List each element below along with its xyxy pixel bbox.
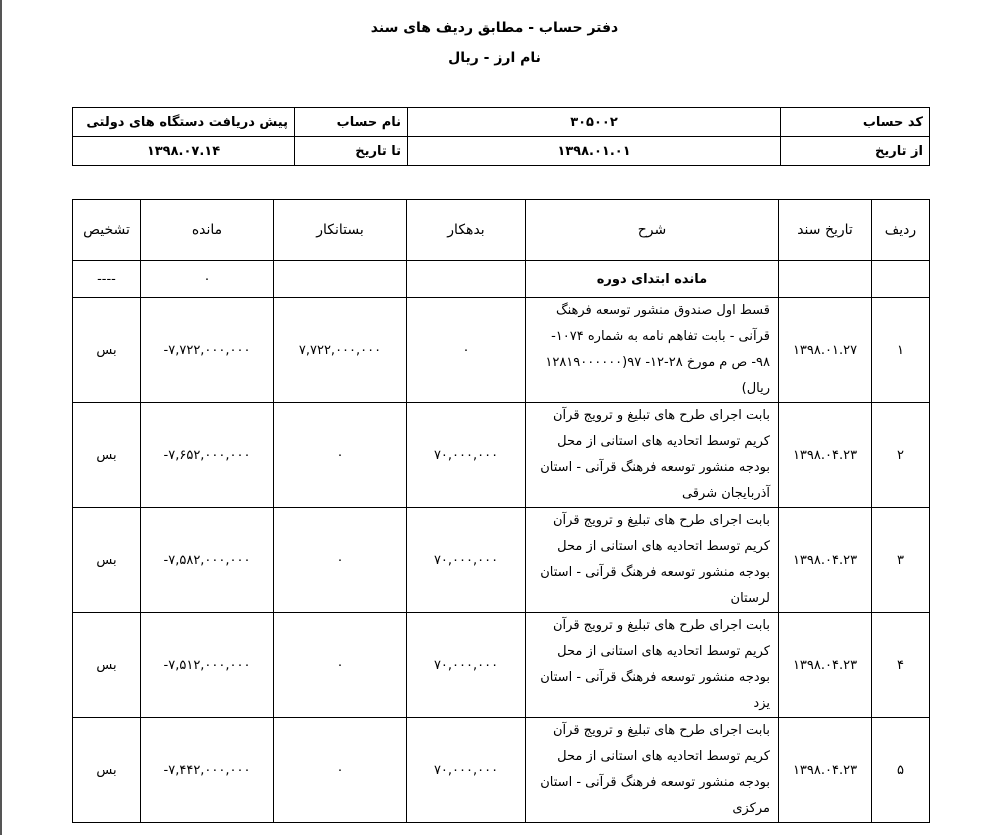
opening-balance: ۰	[141, 261, 274, 298]
row-description: بابت اجرای طرح های تبلیغ و ترویج قرآن کریم توسط اتحادیه های استانی از محل بودجه منشور توسعه فرهنگ قرآنی - استان لرستان	[526, 508, 779, 613]
account-code-value: ۳۰۵۰۰۲	[408, 108, 781, 137]
opening-row-cell	[872, 261, 930, 298]
account-info-table	[72, 107, 930, 166]
page-title: دفتر حساب - مطابق ردیف های سند	[370, 20, 619, 36]
account-name-value: پیش دریافت دستگاه های دولتی	[73, 108, 295, 137]
row-description: بابت اجرای طرح های تبلیغ و ترویج قرآن کریم توسط اتحادیه های استانی از محل بودجه منشور توسعه فرهنگ قرآنی - استان یزد	[526, 613, 779, 718]
row-balance: ۷,۵۱۲,۰۰۰,۰۰۰-	[141, 613, 274, 718]
col-desc-header: شرح	[526, 200, 779, 261]
to-date-label: تا تاریخ	[295, 137, 408, 166]
ledger-table	[72, 199, 930, 823]
row-number: ۲	[872, 403, 930, 508]
row-debit: ۷۰,۰۰۰,۰۰۰	[407, 718, 526, 823]
table-row	[73, 613, 930, 718]
window-left-border	[0, 0, 2, 835]
row-credit: ۰	[274, 718, 407, 823]
account-name-label: نام حساب	[295, 108, 408, 137]
row-balance: ۷,۵۸۲,۰۰۰,۰۰۰-	[141, 508, 274, 613]
row-status: بس	[73, 298, 141, 403]
date-range-row	[73, 137, 930, 166]
row-credit: ۷,۷۲۲,۰۰۰,۰۰۰	[274, 298, 407, 403]
currency-line: نام ارز - ریال	[448, 50, 541, 66]
from-date-value: ۱۳۹۸.۰۱.۰۱	[408, 137, 781, 166]
row-date: ۱۳۹۸.۰۱.۲۷	[779, 298, 872, 403]
row-description: بابت اجرای طرح های تبلیغ و ترویج قرآن کریم توسط اتحادیه های استانی از محل بودجه منشور توسعه فرهنگ قرآنی - استان آذربایجان شرقی	[526, 403, 779, 508]
row-date: ۱۳۹۸.۰۴.۲۳	[779, 508, 872, 613]
col-status-header: تشخیص	[73, 200, 141, 261]
row-balance: ۷,۶۵۲,۰۰۰,۰۰۰-	[141, 403, 274, 508]
ledger-header-row	[73, 200, 930, 261]
col-balance-header: مانده	[141, 200, 274, 261]
table-row	[73, 403, 930, 508]
col-debit-header: بدهکار	[407, 200, 526, 261]
table-row	[73, 508, 930, 613]
row-credit: ۰	[274, 508, 407, 613]
col-date-header: تاریخ سند	[779, 200, 872, 261]
opening-date-cell	[779, 261, 872, 298]
col-credit-header: بستانکار	[274, 200, 407, 261]
row-date: ۱۳۹۸.۰۴.۲۳	[779, 403, 872, 508]
table-row	[73, 718, 930, 823]
row-number: ۳	[872, 508, 930, 613]
row-status: بس	[73, 403, 141, 508]
row-number: ۱	[872, 298, 930, 403]
row-debit: ۰	[407, 298, 526, 403]
account-code-label: کد حساب	[781, 108, 930, 137]
row-debit: ۷۰,۰۰۰,۰۰۰	[407, 508, 526, 613]
row-credit: ۰	[274, 613, 407, 718]
opening-debit-cell	[407, 261, 526, 298]
row-balance: ۷,۷۲۲,۰۰۰,۰۰۰-	[141, 298, 274, 403]
table-row	[73, 298, 930, 403]
to-date-value: ۱۳۹۸.۰۷.۱۴	[73, 137, 295, 166]
row-description: قسط اول صندوق منشور توسعه فرهنگ قرآنی - بابت تفاهم نامه به شماره ۱۰۷۴- ۹۸- ص م مورخ ۲۸-۱۲- ۹۷(۱۲۸۱۹۰۰۰۰۰۰ ریال)	[526, 298, 779, 403]
row-debit: ۷۰,۰۰۰,۰۰۰	[407, 403, 526, 508]
opening-credit-cell	[274, 261, 407, 298]
row-status: بس	[73, 508, 141, 613]
row-number: ۵	[872, 718, 930, 823]
row-date: ۱۳۹۸.۰۴.۲۳	[779, 718, 872, 823]
opening-balance-row	[73, 261, 930, 298]
row-credit: ۰	[274, 403, 407, 508]
from-date-label: از تاریخ	[781, 137, 930, 166]
account-info-row	[73, 108, 930, 137]
row-date: ۱۳۹۸.۰۴.۲۳	[779, 613, 872, 718]
row-status: بس	[73, 718, 141, 823]
row-description: بابت اجرای طرح های تبلیغ و ترویج قرآن کریم توسط اتحادیه های استانی از محل بودجه منشور توسعه فرهنگ قرآنی - استان مرکزی	[526, 718, 779, 823]
row-balance: ۷,۴۴۲,۰۰۰,۰۰۰-	[141, 718, 274, 823]
row-debit: ۷۰,۰۰۰,۰۰۰	[407, 613, 526, 718]
row-number: ۴	[872, 613, 930, 718]
col-row-header: ردیف	[872, 200, 930, 261]
row-status: بس	[73, 613, 141, 718]
opening-desc: مانده ابتدای دوره	[526, 261, 779, 298]
opening-status: ----	[73, 261, 141, 298]
